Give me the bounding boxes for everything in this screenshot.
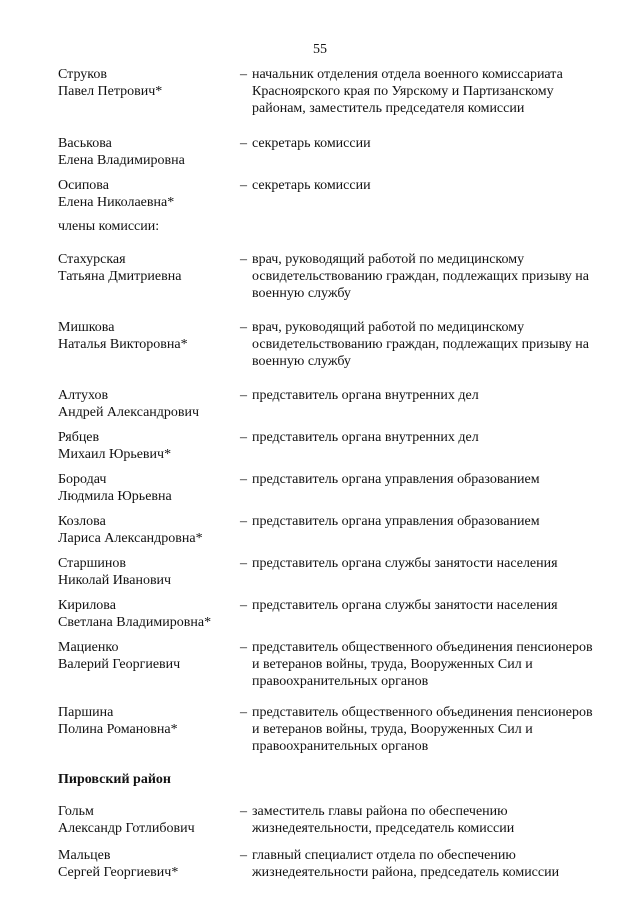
dash: – — [240, 178, 247, 193]
member-given-names: Сергей Георгиевич* — [58, 865, 179, 880]
member-given-names: Николай Иванович — [58, 573, 172, 588]
member-role — [240, 429, 598, 463]
member-role-text: представитель органа службы занятости населения — [252, 556, 558, 571]
list-item — [58, 429, 598, 463]
member-name — [58, 471, 240, 505]
dash: – — [240, 514, 247, 529]
list-item — [58, 847, 598, 881]
member-role-text: представитель общественного объединения пенсионеров и ветеранов войны, труда, Вооруженных Сил и правоохранительных органов — [252, 705, 593, 754]
list-item — [58, 387, 598, 421]
member-given-names: Светлана Владимировна* — [58, 615, 212, 630]
members-label: члены комиссии: — [58, 219, 160, 234]
member-given-names: Александр Готлибович — [58, 821, 195, 836]
dash: – — [240, 804, 247, 819]
member-role — [240, 639, 598, 690]
member-given-names: Валерий Георгиевич — [58, 657, 181, 672]
member-role-text: заместитель главы района по обеспечению жизнедеятельности, председатель комиссии — [252, 804, 515, 836]
member-name — [58, 639, 240, 690]
member-surname: Козлова — [58, 514, 106, 529]
member-role-text: представитель органа управления образованием — [252, 472, 540, 487]
member-given-names: Михаил Юрьевич* — [58, 447, 172, 462]
dash: – — [240, 252, 247, 267]
member-name — [58, 513, 240, 547]
member-role — [240, 513, 598, 547]
member-name — [58, 66, 240, 117]
member-name — [58, 429, 240, 463]
list-item — [58, 177, 598, 211]
member-given-names: Елена Николаевна* — [58, 195, 175, 210]
member-role — [240, 847, 598, 881]
member-role — [240, 177, 598, 211]
member-surname: Стахурская — [58, 252, 126, 267]
member-role — [240, 66, 598, 117]
commission-list — [58, 66, 598, 881]
member-name — [58, 135, 240, 169]
member-role-text: врач, руководящий работой по медицинскому освидетельствованию граждан, подлежащих призыву на военную службу — [252, 252, 589, 301]
member-surname: Старшинов — [58, 556, 127, 571]
member-surname: Осипова — [58, 178, 109, 193]
member-role — [240, 135, 598, 169]
member-given-names: Полина Романовна* — [58, 722, 178, 737]
member-surname: Паршина — [58, 705, 114, 720]
dash: – — [240, 848, 247, 863]
member-surname: Алтухов — [58, 388, 109, 403]
member-name — [58, 597, 240, 631]
member-role — [240, 555, 598, 589]
member-role-text: представитель органа внутренних дел — [252, 430, 479, 445]
member-role — [240, 387, 598, 421]
member-surname: Мишкова — [58, 320, 115, 335]
member-name — [58, 803, 240, 837]
member-role — [240, 319, 598, 370]
list-item — [58, 597, 598, 631]
member-role-text: начальник отделения отдела военного комиссариата Красноярского края по Уярскому и Партизанскому районам, заместитель председателя комиссии — [252, 67, 563, 116]
list-item — [58, 251, 598, 302]
member-name — [58, 704, 240, 755]
member-role-text: секретарь комиссии — [252, 178, 371, 193]
member-role-text: главный специалист отдела по обеспечению жизнедеятельности района, председатель комиссии — [252, 848, 560, 880]
member-surname: Кирилова — [58, 598, 116, 613]
member-name — [58, 319, 240, 370]
member-name — [58, 177, 240, 211]
member-role — [240, 803, 598, 837]
member-role-text: представитель общественного объединения пенсионеров и ветеранов войны, труда, Вооруженных Сил и правоохранительных органов — [252, 640, 593, 689]
member-surname: Гольм — [58, 804, 94, 819]
member-role — [240, 471, 598, 505]
list-item — [58, 513, 598, 547]
dash: – — [240, 472, 247, 487]
list-item — [58, 639, 598, 690]
page-number: 55 — [313, 42, 327, 57]
dash: – — [240, 598, 247, 613]
member-role — [240, 597, 598, 631]
list-item — [58, 135, 598, 169]
member-name — [58, 387, 240, 421]
dash: – — [240, 320, 247, 335]
member-role — [240, 251, 598, 302]
member-role-text: представитель органа внутренних дел — [252, 388, 479, 403]
member-given-names: Павел Петрович* — [58, 84, 163, 99]
member-given-names: Лариса Александровна* — [58, 531, 203, 546]
dash: – — [240, 136, 247, 151]
dash: – — [240, 556, 247, 571]
member-surname: Струков — [58, 67, 107, 82]
dash: – — [240, 430, 247, 445]
list-item — [58, 704, 598, 755]
member-given-names: Наталья Викторовна* — [58, 337, 188, 352]
member-role-text: представитель органа управления образованием — [252, 514, 540, 529]
member-name — [58, 555, 240, 589]
member-role — [240, 704, 598, 755]
member-surname: Мациенко — [58, 640, 119, 655]
member-surname: Рябцев — [58, 430, 100, 445]
member-surname: Васькова — [58, 136, 112, 151]
member-surname: Бородач — [58, 472, 107, 487]
member-given-names: Елена Владимировна — [58, 153, 185, 168]
member-name — [58, 251, 240, 302]
dash: – — [240, 67, 247, 82]
dash: – — [240, 705, 247, 720]
dash: – — [240, 388, 247, 403]
member-name — [58, 847, 240, 881]
member-role-text: врач, руководящий работой по медицинскому освидетельствованию граждан, подлежащих призыву на военную службу — [252, 320, 589, 369]
district-heading: Пировский район — [58, 772, 171, 787]
list-item — [58, 471, 598, 505]
member-given-names: Татьяна Дмитриевна — [58, 269, 182, 284]
list-item — [58, 319, 598, 370]
member-given-names: Андрей Александрович — [58, 405, 200, 420]
member-role-text: секретарь комиссии — [252, 136, 371, 151]
list-item — [58, 555, 598, 589]
member-role-text: представитель органа службы занятости населения — [252, 598, 558, 613]
member-surname: Мальцев — [58, 848, 111, 863]
member-given-names: Людмила Юрьевна — [58, 489, 172, 504]
list-item — [58, 66, 598, 117]
list-item — [58, 803, 598, 837]
dash: – — [240, 640, 247, 655]
